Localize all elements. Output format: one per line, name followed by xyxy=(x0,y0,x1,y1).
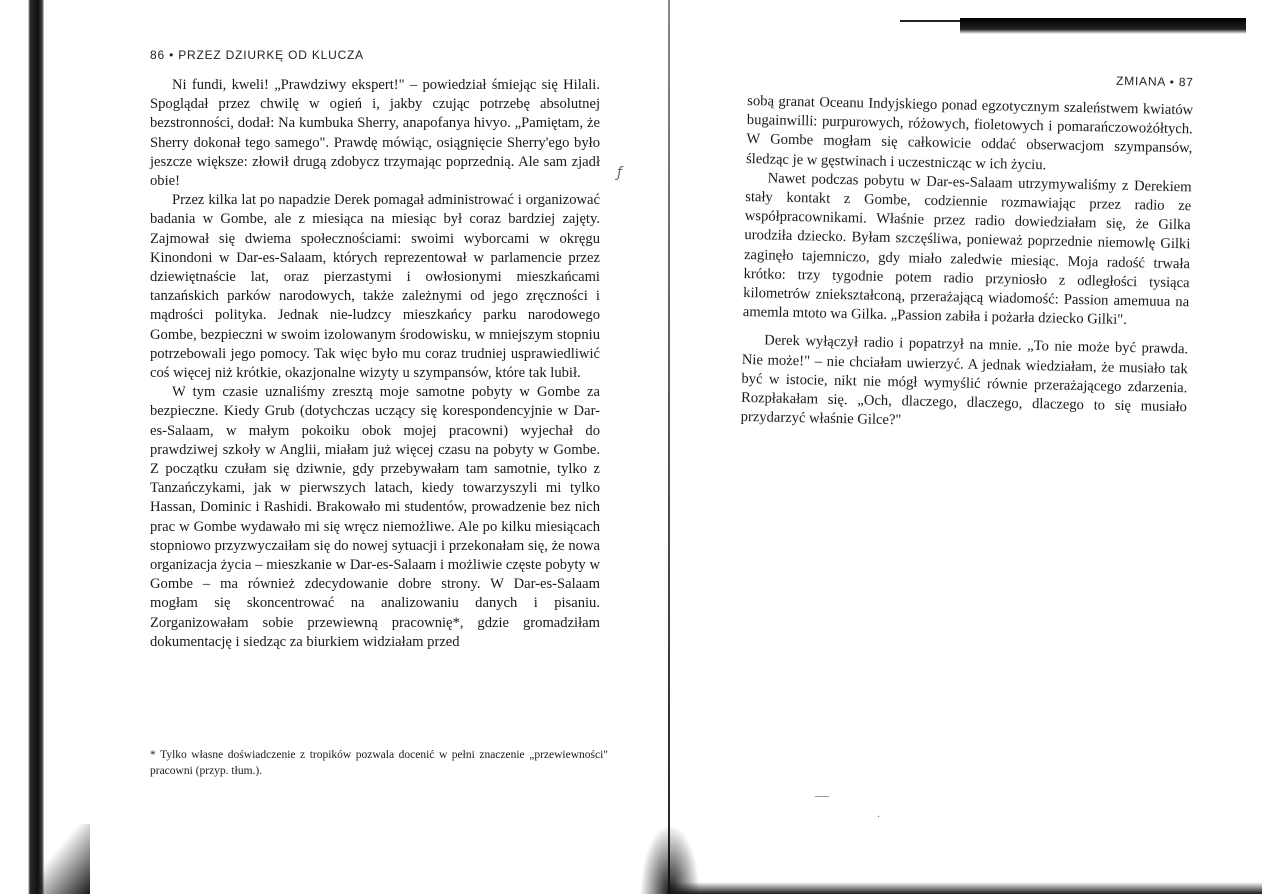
right-page xyxy=(740,66,1193,437)
margin-mark: · xyxy=(877,812,881,823)
margin-dash xyxy=(815,796,829,797)
margin-mark: ƒ xyxy=(617,165,622,181)
book-spine xyxy=(668,0,670,894)
paragraph: Przez kilka lat po napadzie Derek pomagał administrować i organizować badania w Gombe, ale z miesiąca na miesiąc był coraz bardziej zajęty. Zajmował się dwiema społecznościami: swoimi wyborcami w okręgu Kinondoni w Dar-es-Salaam, których reprezentował w parlamencie przez dziewiętnaście lat, oraz pierzastymi i owłosionymi mieszkańcami tanzańskich parków narodowych, także zależnymi od jego zręczności i mądrości polityka. Jednak nie-ludzcy mieszkańcy parku narodowego Gombe, bezpieczni w swoim izolowanym środowisku, w mniejszym stopniu potrzebowali jego pomocy. Tak więc było mu coraz trudniej usprawiedliwić coś więcej niż krótkie, okazjonalne wizyty u szympansów, które tak lubił. xyxy=(150,192,600,382)
scan-edge-top-right xyxy=(960,18,1246,34)
running-head-right: ZMIANA • 87 xyxy=(1115,73,1194,90)
footnote: * Tylko własne doświadczenie z tropików pozwala docenić w pełni znaczenie „przewiewności" pracowni (przyp. tłum.). xyxy=(150,749,608,777)
paragraph: Derek wyłączył radio i popatrzył na mnie. „To nie może być prawda. Nie może!" – nie chciałam uwierzyć. A jednak wiedziałam, że musiało tak być w istocie, nikt nie mógł wymyślić równie przerażającego zdarzenia. Rozpłakałam się. „Och, dlaczego, dlaczego, dlaczego to się musiało przydarzyć właśnie Gilce?" xyxy=(740,332,1189,429)
paragraph: Nawet podczas pobytu w Dar-es-Salaam utrzymywaliśmy z Derekiem stały kontakt z Gombe, codziennie rozmawiając przez radio ze współpracownikami. Właśnie przez radio dowiedziałam się, że Gilka urodziła dziecko. Byłam szczęśliwa, ponieważ poprzednie niemowlę Gilki zaginęło tajemniczo, gdy miało zaledwie miesiąc. Moja radość trwała krótko: trzy tygodnie potem radio przyniosło z odległości tysiąca kilometrów zniekształconą, przerażającą wiadomość: Passion amemuua na amemla mtoto wa Gilka. „Passion zabiła i pożarła dziecko Gilki". xyxy=(742,170,1192,329)
scan-shadow-bottom-left xyxy=(30,824,90,894)
paragraph: W tym czasie uznaliśmy zresztą moje samotne pobyty w Gombe za bezpieczne. Kiedy Grub (dotychczas uczący się korespondencyjnie w Dar-es-Salaam, w małym pokoiku obok mojej pracowni) wyjechał do prawdziwej szkoły w Anglii, miałam już więcej czasu na pobyty w Gombe. Z początku czułam się dziwnie, gdy przebywałam tam samotnie, tylko z Tanzańczykami, jak w pierwszych latach, kiedy towarzyszyli mi tylko Hassan, Dominic i Rashidi. Brakowało mi studentów, prowadzenie bez nich prac w Gombe wydawało mi się wręcz niemożliwe. Ale po kilku miesiącach stopniowo przyzwyczaiłam się do nowej sytuacji i przekonałam się, że nowa organizacja życia – mieszkanie w Dar-es-Salaam i możliwie częste pobyty w Gombe – ma również zdecydowanie dobre strony. W Dar-es-Salaam mogłam się skoncentrować na analizowaniu danych i pisaniu. Zorganizowałam sobie przewiewną pracownię*, gdzie gromadziłam dokumentację i siedząc za biurkiem widziałam przed xyxy=(150,384,600,650)
scan-edge-left xyxy=(0,0,44,894)
paragraph: Ni fundi, kweli! „Prawdziwy ekspert!" – powiedział śmiejąc się Hilali. Spoglądał przez chwilę w ogień i, jakby czując potrzebę absolutnej bezstronności, dodał: Na kumbuka Sherry, anapofanya hivyo. „Pamiętam, że Sherry dokonał tego samego". Prawdę mówiąc, osiągnięcie Sherry'ego było jeszcze większe: złowił drugą zdobycz trzymając poprzednią. Ale sam zjadł obie! xyxy=(150,77,600,190)
paragraph: sobą granat Oceanu Indyjskiego ponad egzotycznym szaleństwem kwiatów bugainwilli: purpurowych, różowych, fioletowych i pomarańczowożółtych. W Gombe mogłam się całkowicie oddać obserwacjom szympansów, śledząc je w gęstwinach i uczestnicząc w ich życiu. xyxy=(745,92,1194,173)
running-head-left: 86 • PRZEZ DZIURKĘ OD KLUCZA xyxy=(150,48,364,62)
spine-dots: · · · xyxy=(668,41,671,99)
scan-line-top xyxy=(900,20,960,22)
scan-edge-bottom-right xyxy=(670,882,1262,894)
left-page xyxy=(150,48,600,652)
